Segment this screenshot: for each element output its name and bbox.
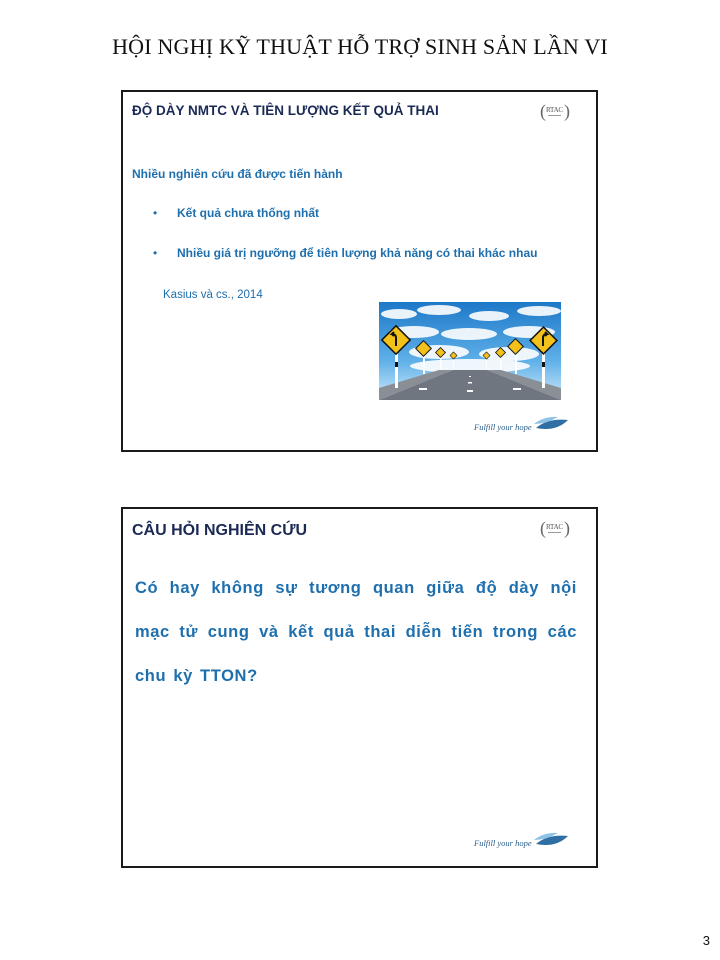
slide-title: ĐỘ DÀY NMTC VÀ TIÊN LƯỢNG KẾT QUẢ THAI bbox=[132, 103, 439, 118]
bullet-icon: • bbox=[153, 206, 158, 220]
bullet-text: Kết quả chưa thống nhất bbox=[177, 206, 320, 220]
page-number: 3 bbox=[702, 933, 710, 948]
page-header: HỘI NGHỊ KỸ THUẬT HỖ TRỢ SINH SẢN LẦN VI bbox=[112, 34, 608, 59]
rtac-logo: ( RTAC ) bbox=[540, 518, 570, 538]
slide-1 bbox=[121, 90, 598, 452]
road-signs-image bbox=[379, 302, 561, 400]
footer-tagline: Fulfill your hope bbox=[474, 422, 532, 432]
list-item bbox=[153, 246, 537, 286]
bullet-icon: • bbox=[153, 246, 158, 260]
leaf-icon bbox=[534, 832, 570, 850]
list-item bbox=[153, 206, 537, 246]
footer-logo bbox=[470, 832, 570, 852]
bullet-list bbox=[153, 206, 537, 286]
research-question: Có hay không sự tương quan giữa độ dày nội mạc tử cung và kết quả thai diễn tiến trong các chu kỳ TTON? bbox=[135, 579, 577, 685]
leaf-icon bbox=[534, 416, 570, 434]
rtac-logo: ( RTAC ) bbox=[540, 101, 570, 121]
bullet-text: Nhiều giá trị ngưỡng để tiên lượng khả năng có thai khác nhau bbox=[177, 246, 538, 260]
intro-text: Nhiều nghiên cứu đã được tiến hành bbox=[132, 167, 343, 181]
footer-logo bbox=[470, 416, 570, 436]
footer-tagline: Fulfill your hope bbox=[474, 838, 532, 848]
slide-title: CÂU HỎI NGHIÊN CỨU bbox=[132, 522, 308, 539]
citation: Kasius và cs., 2014 bbox=[163, 289, 263, 301]
slide-2 bbox=[121, 507, 598, 868]
logo-text: RTAC bbox=[546, 106, 563, 114]
logo-text: RTAC bbox=[546, 523, 563, 531]
